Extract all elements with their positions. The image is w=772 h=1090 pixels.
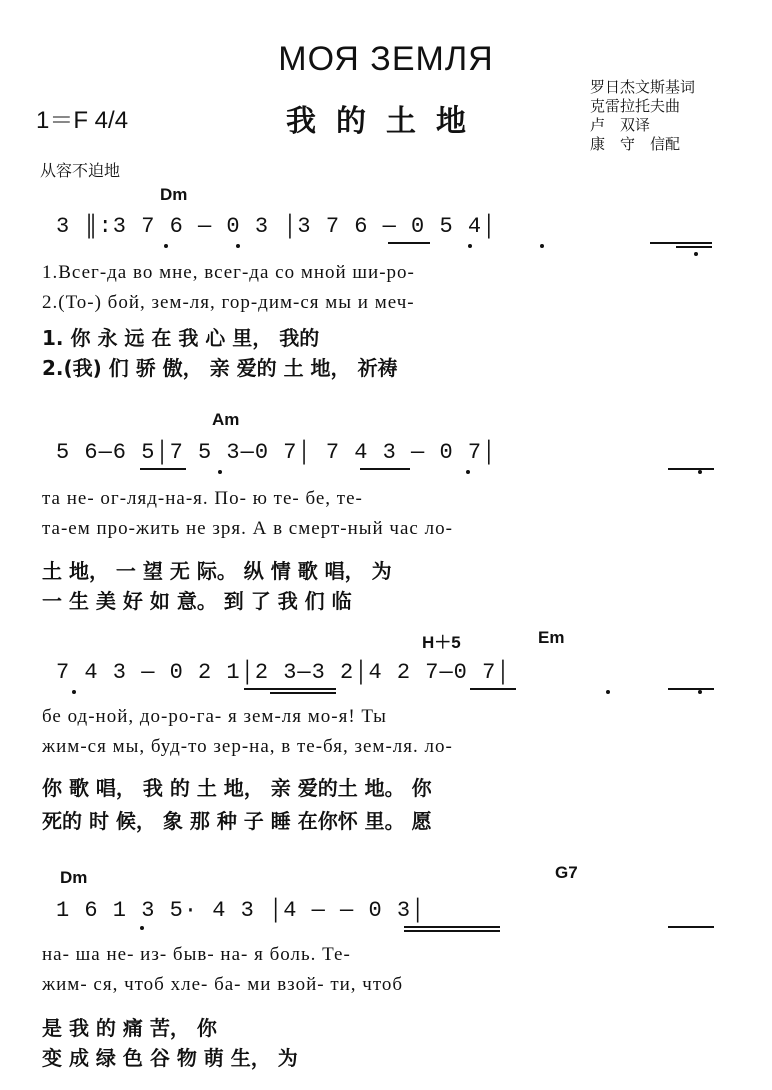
lyric-ru-verse1: на- ша не- из- быв- на- я боль. Те-: [42, 944, 351, 965]
lyric-zh-verse2: 一 生 美 好 如 意。 到 了 我 们 临: [42, 589, 352, 613]
tempo-marking: 从容不迫地: [40, 161, 121, 180]
lyric-zh-verse2: 2.(我) 们 骄 傲， 亲 爱的 土 地， 祈祷: [42, 356, 398, 380]
lyric-zh-verse1: 是 我 的 痛 苦， 你: [42, 1016, 217, 1040]
chord-symbol: Em: [538, 628, 565, 647]
lyric-zh-verse2: 死的 时 候， 象 那 种 子 睡 在你怀 里。 愿: [42, 809, 432, 833]
lyric-zh-verse1: 1. 你 永 远 在 我 心 里， 我的: [42, 326, 320, 350]
lyric-zh-verse1: 你 歌 唱， 我 的 土 地， 亲 爱的土 地。 你: [42, 776, 432, 800]
lyric-zh-verse1: 土 地， 一 望 无 际。 纵 情 歌 唱， 为: [42, 559, 392, 583]
credit-lyricist: 罗日杰文斯基词: [590, 78, 696, 96]
notation-line: 7 4 3 — 0 2 1│2 3—3 2│4 2 7—0 7│: [56, 660, 511, 685]
lyric-ru-verse2: 2.(То-) бой, зем-ля, гор-дим-ся мы и меч-: [42, 292, 415, 313]
lyric-ru-verse2: та-ем про-жить не зря. А в смерт-ный час ло-: [42, 518, 453, 539]
chord-symbol: Dm: [60, 868, 88, 887]
notation-line: 5 6—6 5│7 5 3—0 7│ 7 4 3 — 0 7│: [56, 440, 497, 465]
chord-symbol: Am: [212, 410, 240, 429]
credit-translator: 卢 双译: [590, 116, 651, 134]
chord-symbol: Dm: [160, 185, 188, 204]
lyric-zh-verse2: 变 成 绿 色 谷 物 萌 生， 为: [42, 1046, 298, 1070]
key-signature: 1＝F 4/4: [36, 107, 129, 134]
lyric-ru-verse1: 1.Всег-да во мне, всег-да со мной ши-ро-: [42, 262, 415, 283]
notation-line: 1 6 1 3 5· 4 3 │4 — — 0 3│: [56, 898, 426, 923]
credits: [590, 78, 695, 154]
lyric-ru-verse2: жим- ся, чтоб хле- ба- ми взой- ти, чтоб: [42, 974, 404, 995]
credit-composer: 克雷拉托夫曲: [590, 97, 681, 115]
lyric-ru-verse1: та не- ог-ляд-на-я. По- ю те- бе, те-: [42, 488, 363, 509]
lyric-ru-verse1: бе од-ной, до-ро-га- я зем-ля мо-я! Ты: [42, 706, 387, 727]
title-russian: МОЯ ЗЕМЛЯ: [278, 40, 494, 78]
credit-arranger: 康 守 信配: [590, 135, 681, 153]
chord-symbol: H＋5: [422, 633, 461, 652]
title-chinese: 我的土地: [286, 104, 486, 139]
notation-line: 3 ║:3 7 6 — 0 3 │3 7 6 — 0 5 4│: [56, 214, 497, 239]
lyric-ru-verse2: жим-ся мы, буд-то зер-на, в те-бя, зем-ля. ло-: [42, 736, 453, 757]
chord-symbol: G7: [555, 863, 578, 882]
